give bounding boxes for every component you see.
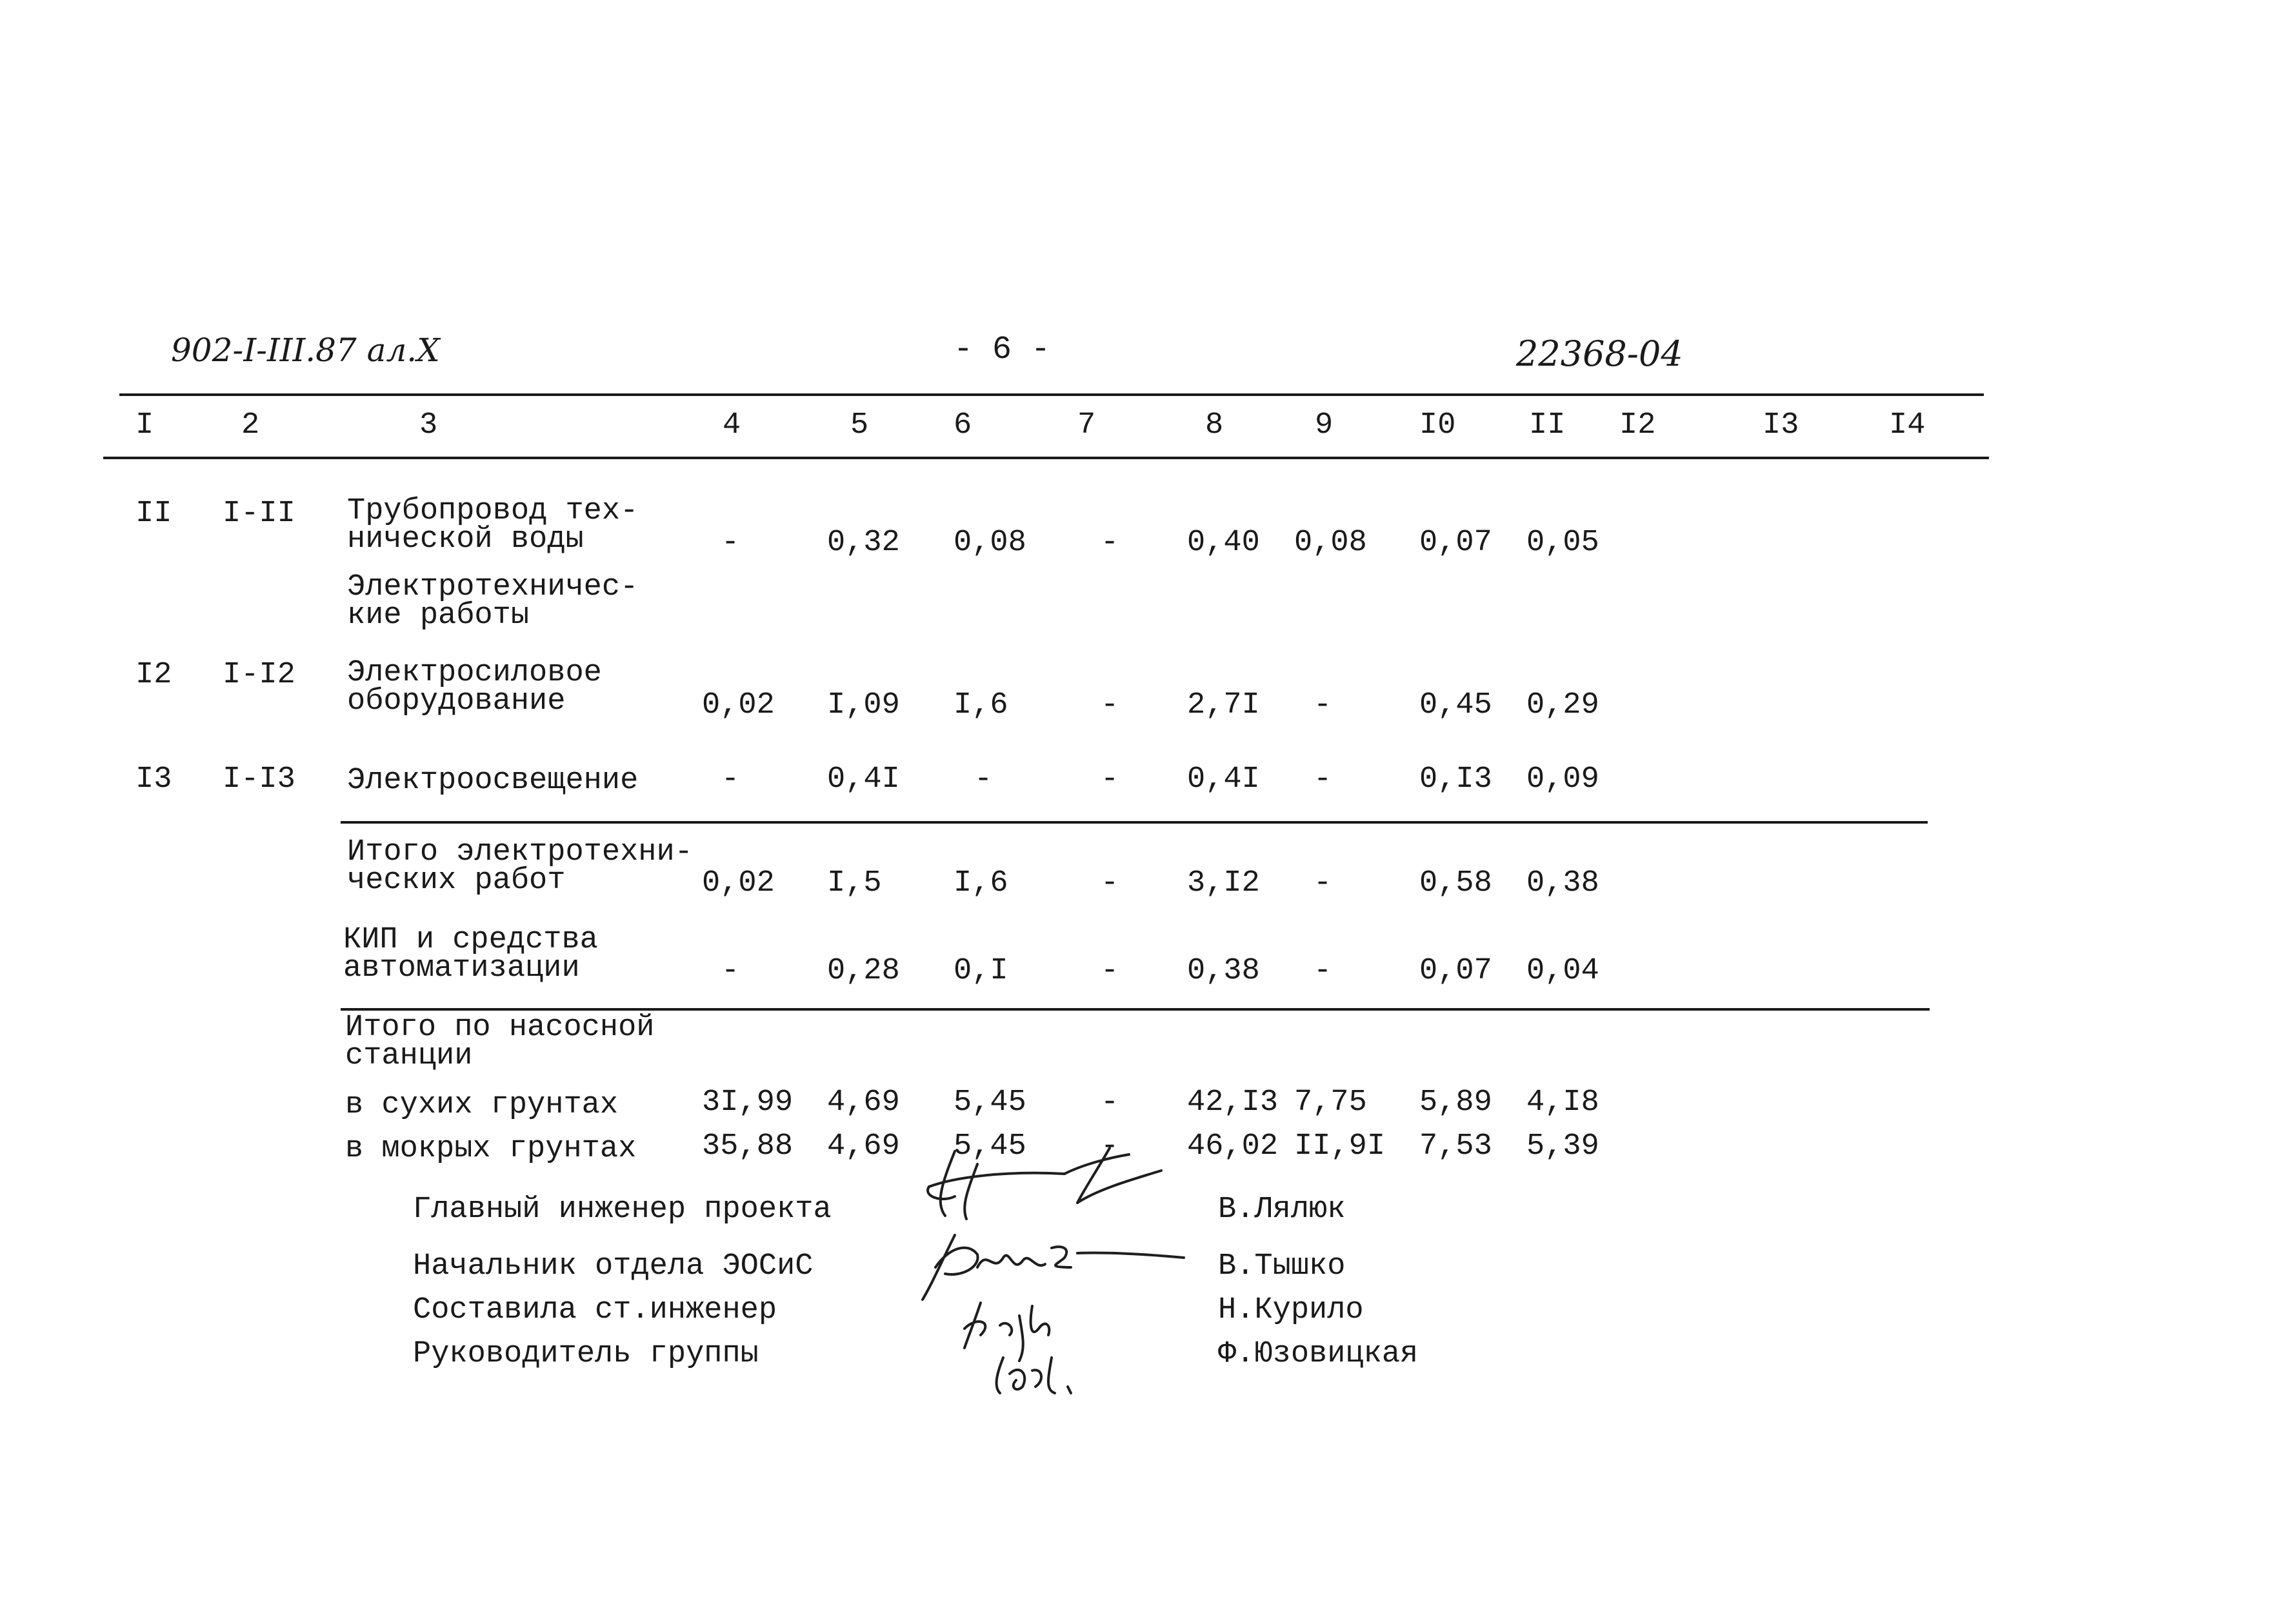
col-header-3: 3	[419, 408, 438, 442]
signature-name: Ф.Юзовицкая	[1218, 1337, 1419, 1371]
col-header-2: 2	[241, 408, 260, 442]
cell-col8: 3,I2	[1187, 866, 1260, 900]
page-number: - 6 -	[954, 332, 1051, 368]
cell-col5: 0,28	[827, 954, 900, 988]
row-name: Итого электротехни- ческих работ	[347, 835, 693, 898]
col-header-7: 7	[1077, 408, 1096, 442]
sheet-number: 22368-04	[1516, 333, 1683, 374]
cell-col4: -	[721, 526, 740, 560]
cell-col7: -	[1101, 954, 1119, 988]
cell-col6: 0,I	[954, 954, 1008, 988]
row-name: Электросиловое оборудование	[347, 656, 602, 718]
cell-col11: 0,04	[1526, 954, 1599, 988]
cell-col5: 4,69	[827, 1085, 900, 1120]
cell-col9: II,9I	[1294, 1129, 1386, 1164]
cell-col11: 0,05	[1526, 526, 1599, 560]
signature-name: В.Лялюк	[1218, 1193, 1346, 1227]
cell-col11: 0,09	[1526, 762, 1599, 797]
row-code: I-I2	[223, 658, 295, 692]
cell-col9: -	[1314, 866, 1332, 900]
cell-col10: 0,07	[1419, 954, 1492, 988]
cell-col6: 5,45	[954, 1129, 1026, 1164]
cell-col5: I,5	[827, 866, 882, 900]
station-total-title: Итого по насосной станции	[345, 1011, 655, 1073]
col-header-12: I2	[1619, 408, 1656, 442]
cell-col7: -	[1101, 762, 1119, 797]
cell-col10: 0,45	[1419, 688, 1492, 722]
cell-col11: 0,29	[1526, 688, 1599, 722]
cell-col10: 5,89	[1419, 1085, 1492, 1120]
cell-col10: 7,53	[1419, 1129, 1492, 1164]
cell-col9: -	[1314, 688, 1332, 722]
row-name: в мокрых грунтах	[345, 1132, 637, 1166]
cell-col7: -	[1101, 866, 1119, 900]
signature-name: В.Тышко	[1218, 1249, 1346, 1283]
cell-col4: -	[721, 954, 740, 988]
cell-col8: 0,40	[1187, 526, 1260, 560]
cell-col6: I,6	[954, 688, 1008, 722]
cell-col7: -	[1101, 688, 1119, 722]
cell-col7: -	[1101, 1085, 1119, 1120]
cell-col11: 4,I8	[1526, 1085, 1599, 1120]
cell-col9: 0,08	[1294, 526, 1367, 560]
col-header-11: II	[1529, 408, 1566, 442]
cell-col6: 5,45	[954, 1085, 1026, 1120]
cell-col9: -	[1314, 954, 1332, 988]
signature-role: Начальник отдела ЭОСиС	[413, 1249, 814, 1283]
table-top-rule	[119, 393, 1984, 396]
cell-col6: 0,08	[954, 526, 1026, 560]
cell-col8: 0,38	[1187, 954, 1260, 988]
cell-col4: 0,02	[702, 866, 775, 900]
cell-col8: 0,4I	[1187, 762, 1260, 797]
cell-col8: 42,I3	[1187, 1085, 1279, 1120]
cell-col5: I,09	[827, 688, 900, 722]
cell-col9: -	[1314, 762, 1332, 797]
cell-col7: -	[1101, 526, 1119, 560]
cell-col9: 7,75	[1294, 1085, 1367, 1120]
doc-code: 902-I-III.87 ал.X	[171, 332, 440, 369]
col-header-14: I4	[1889, 408, 1926, 442]
cell-col4: 0,02	[702, 688, 775, 722]
cell-col5: 4,69	[827, 1129, 900, 1164]
cell-col5: 0,4I	[827, 762, 900, 797]
cell-col10: 0,07	[1419, 526, 1492, 560]
section-title: Электротехничес- кие работы	[347, 570, 639, 633]
cell-col8: 2,7I	[1187, 688, 1260, 722]
signature-name: Н.Курило	[1218, 1293, 1364, 1327]
cell-col5: 0,32	[827, 526, 900, 560]
col-header-8: 8	[1205, 408, 1224, 442]
col-header-6: 6	[954, 408, 972, 442]
signature-compiler-group-head	[955, 1290, 1123, 1400]
row-number: I2	[135, 658, 172, 692]
col-header-13: I3	[1763, 408, 1799, 442]
row-code: I-I3	[223, 762, 295, 797]
cell-col11: 5,39	[1526, 1129, 1599, 1164]
signature-role: Руководитель группы	[413, 1337, 759, 1371]
signature-role: Главный инженер проекта	[413, 1193, 832, 1227]
subtotal-rule	[341, 821, 1928, 824]
cell-col10: 0,I3	[1419, 762, 1492, 797]
cell-col8: 46,02	[1187, 1129, 1279, 1164]
cell-col10: 0,58	[1419, 866, 1492, 900]
col-header-10: I0	[1419, 408, 1456, 442]
signature-role: Составила ст.инженер	[413, 1293, 777, 1327]
cell-col4: -	[721, 762, 740, 797]
cell-col7: -	[1101, 1129, 1119, 1164]
cell-col4: 35,88	[702, 1129, 794, 1164]
col-header-1: I	[135, 408, 154, 442]
header-bottom-rule	[103, 457, 1989, 459]
row-name: в сухих грунтах	[345, 1088, 619, 1122]
cell-col6: I,6	[954, 866, 1008, 900]
col-header-4: 4	[723, 408, 741, 442]
row-name: КИП и средства автоматизации	[343, 923, 598, 985]
cell-col11: 0,38	[1526, 866, 1599, 900]
col-header-9: 9	[1315, 408, 1334, 442]
row-number: II	[135, 497, 172, 531]
row-name: Электроосвещение	[347, 764, 639, 798]
col-header-5: 5	[850, 408, 869, 442]
cell-col4: 3I,99	[702, 1085, 794, 1120]
row-number: I3	[135, 762, 172, 797]
signature-chief-engineer	[916, 1145, 1174, 1229]
cell-col6: -	[974, 762, 993, 797]
row-code: I-II	[223, 497, 295, 531]
row-name: Трубопровод тех- нической воды	[347, 494, 639, 557]
